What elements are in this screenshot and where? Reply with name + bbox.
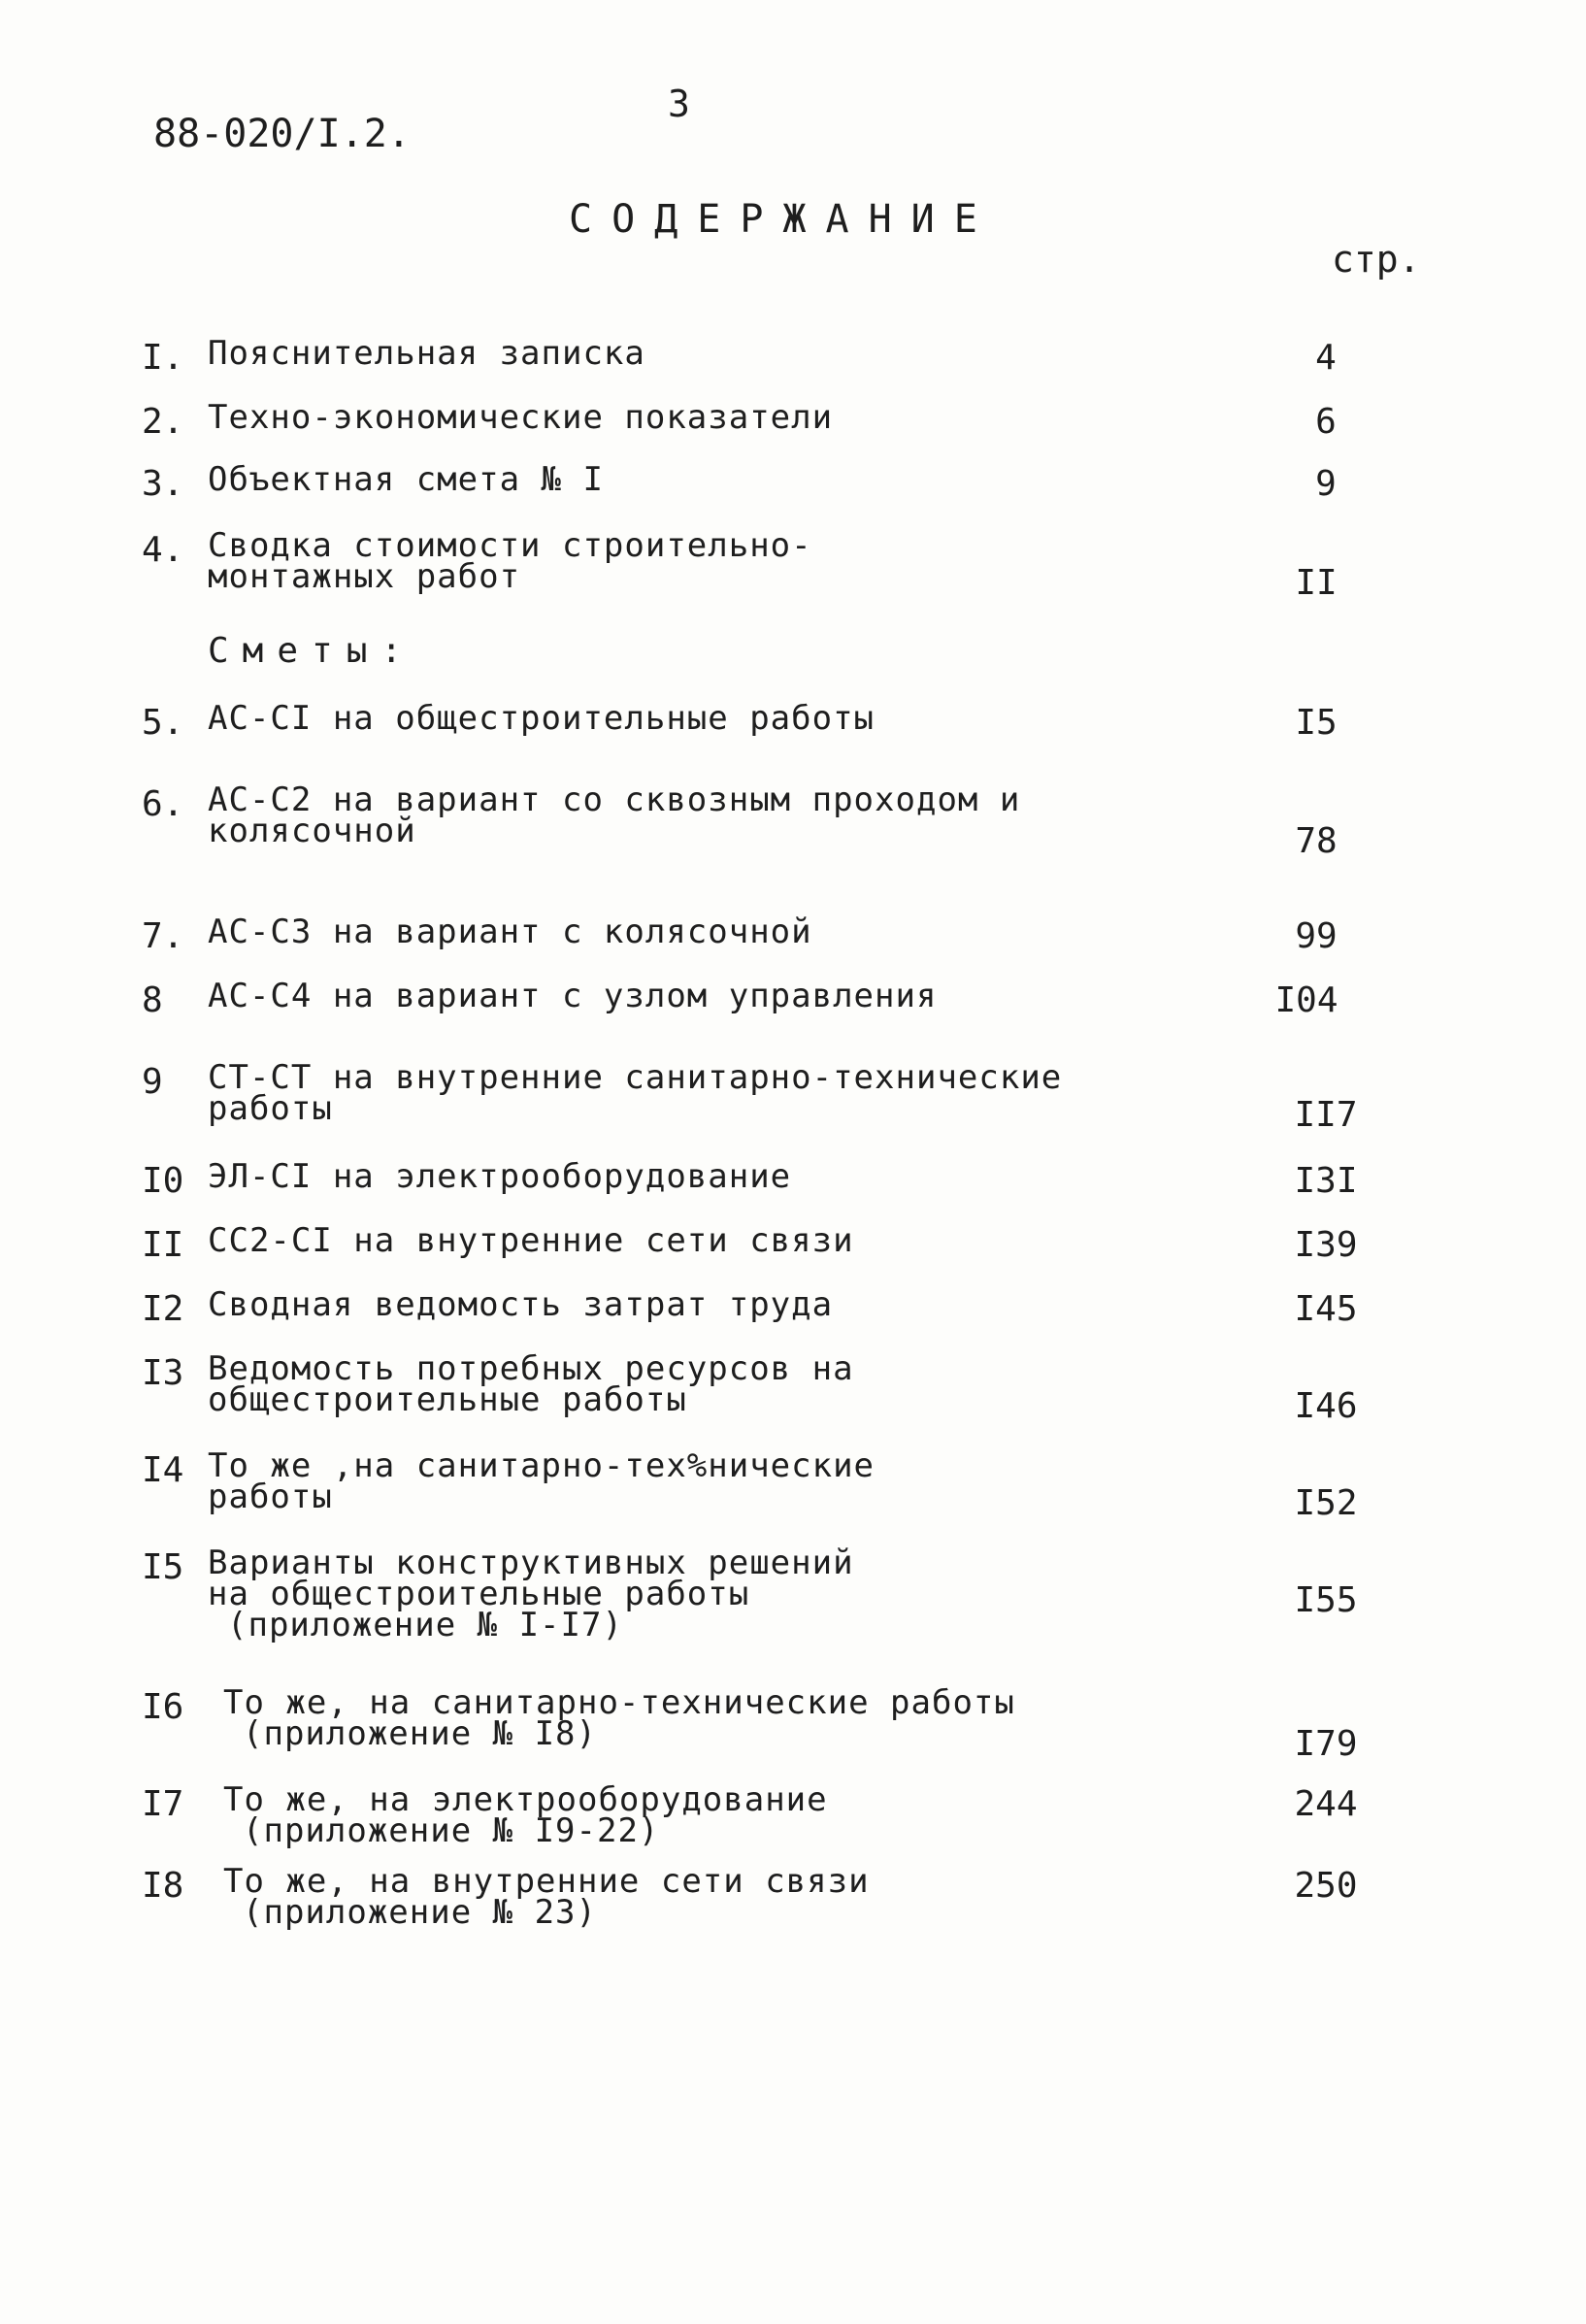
- entry-title: АС-С4 на вариант с узлом управления: [208, 977, 938, 1015]
- entry-title: АС-СI на общестроительные работы: [208, 699, 876, 738]
- entry-title: Техно-экономические показатели: [208, 398, 834, 437]
- entry-number: 5.: [142, 703, 184, 743]
- entry-number: I6: [142, 1687, 184, 1727]
- entry-page: 250: [1294, 1866, 1358, 1906]
- entry-title: То же, на электрооборудование (приложение № I9-22): [223, 1780, 828, 1850]
- entry-title: То же, на санитарно-технические работы (приложение № I8): [223, 1683, 1015, 1753]
- entry-number: I4: [142, 1450, 184, 1490]
- estimates-subheading: Сметы:: [208, 631, 416, 671]
- entry-page: I39: [1294, 1225, 1358, 1265]
- entry-title: СС2-СI на внутренние сети связи: [208, 1221, 854, 1260]
- entry-page: 78: [1295, 821, 1338, 861]
- entry-page: I52: [1294, 1483, 1358, 1523]
- entry-title: Варианты конструктивных решений на общестроительные работы (приложение № I-I7): [208, 1544, 854, 1644]
- entry-page: I5: [1295, 703, 1338, 743]
- entry-number: 6.: [142, 784, 184, 824]
- entry-number: 7.: [142, 916, 184, 956]
- entry-title: Пояснительная записка: [208, 334, 645, 373]
- entry-number: I3: [142, 1353, 184, 1393]
- entry-page: 244: [1294, 1784, 1358, 1824]
- entry-number: I5: [142, 1547, 184, 1587]
- entry-title: Сводная ведомость затрат труда: [208, 1285, 834, 1324]
- entry-title: То же ,на санитарно-тех%нические работы: [208, 1446, 876, 1516]
- entry-number: I7: [142, 1784, 184, 1824]
- entry-title: ЭЛ-СI на электрооборудование: [208, 1157, 792, 1196]
- entry-title: То же, на внутренние сети связи (приложение № 23): [223, 1862, 870, 1932]
- entry-page: I45: [1294, 1289, 1358, 1329]
- entry-title: Сводка стоимости строительно- монтажных работ: [208, 526, 812, 596]
- entry-page: I3I: [1294, 1161, 1358, 1201]
- page-number: 3: [668, 83, 690, 125]
- entry-page: I04: [1274, 980, 1338, 1020]
- entry-page: II7: [1294, 1095, 1358, 1135]
- entry-page: I79: [1294, 1724, 1358, 1764]
- entry-title: СТ-СТ на внутренние санитарно-технические работы: [208, 1058, 1063, 1128]
- entry-number: I.: [142, 338, 184, 378]
- entry-page: 6: [1315, 402, 1337, 442]
- entry-number: I0: [142, 1161, 184, 1201]
- page-title: СОДЕРЖАНИЕ: [569, 197, 997, 242]
- entry-page: I46: [1294, 1386, 1358, 1426]
- entry-page: I55: [1294, 1580, 1358, 1620]
- entry-number: 9: [142, 1062, 163, 1102]
- document-number: 88-020/I.2.: [153, 112, 411, 156]
- entry-page: 9: [1315, 464, 1337, 504]
- entry-title: АС-С2 на вариант со сквозным проходом и колясочной: [208, 780, 1021, 850]
- entry-page: 99: [1295, 916, 1338, 956]
- entry-page: 4: [1315, 338, 1337, 378]
- entry-number: 3.: [142, 464, 184, 504]
- entry-page: II: [1295, 563, 1338, 603]
- entry-number: 8: [142, 980, 163, 1020]
- entry-title: Объектная смета № I: [208, 460, 604, 499]
- entry-number: I2: [142, 1289, 184, 1329]
- entry-number: II: [142, 1225, 184, 1265]
- entry-number: I8: [142, 1866, 184, 1906]
- entry-number: 2.: [142, 402, 184, 442]
- entry-title: АС-С3 на вариант с колясочной: [208, 913, 812, 951]
- entry-number: 4.: [142, 530, 184, 570]
- entry-title: Ведомость потребных ресурсов на общестроительные работы: [208, 1349, 854, 1419]
- page-column-label: стр.: [1332, 238, 1421, 281]
